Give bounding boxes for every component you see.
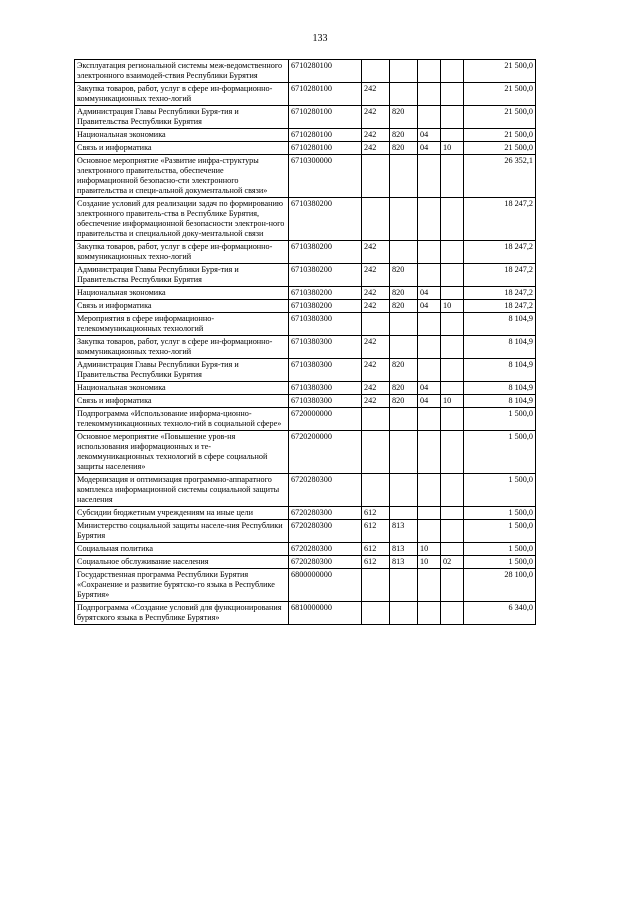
- row-amount-cell: 18 247,2: [464, 264, 536, 287]
- table-row: [75, 264, 536, 287]
- row-name-cell: Связь и информатика: [75, 300, 289, 313]
- row-subsection-cell: [441, 543, 464, 556]
- row-name-cell: Связь и информатика: [75, 142, 289, 155]
- row-expense-type-cell: 242: [362, 142, 390, 155]
- row-expense-type-cell: [362, 155, 390, 198]
- table-row: [75, 408, 536, 431]
- row-section-cell: [418, 359, 441, 382]
- row-code-cell: 6720280300: [289, 474, 362, 507]
- row-expense-type-cell: [362, 198, 390, 241]
- row-department-cell: 820: [390, 300, 418, 313]
- row-name-cell: Основное мероприятие «Повышение уров-ня использования информационных и те-лекоммуникационных технологий в сфере социальной защиты населения»: [75, 431, 289, 474]
- row-amount-cell: 18 247,2: [464, 300, 536, 313]
- row-name-cell: Государственная программа Республики Бурятия «Сохранение и развитие бурятско-го языка в Республике Бурятия»: [75, 569, 289, 602]
- row-expense-type-cell: 612: [362, 507, 390, 520]
- row-section-cell: [418, 336, 441, 359]
- row-name-cell: Основное мероприятие «Развитие инфра-структуры электронного правительства, обеспечение информационной безопасно-сти электронного правительства и специ-альной документальной связи»: [75, 155, 289, 198]
- row-subsection-cell: [441, 287, 464, 300]
- row-department-cell: 820: [390, 382, 418, 395]
- row-code-cell: 6710380300: [289, 382, 362, 395]
- row-department-cell: 820: [390, 287, 418, 300]
- row-subsection-cell: 02: [441, 556, 464, 569]
- row-code-cell: 6720000000: [289, 408, 362, 431]
- table-row: [75, 155, 536, 198]
- row-subsection-cell: [441, 569, 464, 602]
- row-department-cell: 820: [390, 129, 418, 142]
- row-department-cell: [390, 569, 418, 602]
- row-section-cell: [418, 602, 441, 625]
- table-row: [75, 60, 536, 83]
- row-code-cell: 6810000000: [289, 602, 362, 625]
- row-subsection-cell: [441, 408, 464, 431]
- table-row: [75, 431, 536, 474]
- row-section-cell: 04: [418, 287, 441, 300]
- row-subsection-cell: 10: [441, 142, 464, 155]
- row-amount-cell: 8 104,9: [464, 313, 536, 336]
- row-code-cell: 6720280300: [289, 556, 362, 569]
- row-department-cell: 813: [390, 556, 418, 569]
- row-name-cell: Создание условий для реализации задач по формированию электронного правитель-ства в Республике Бурятия, обеспечение информационной безопасности электрон-ного правительства и специальной доку-ментальной связи: [75, 198, 289, 241]
- row-subsection-cell: [441, 336, 464, 359]
- row-amount-cell: 1 500,0: [464, 408, 536, 431]
- row-expense-type-cell: 242: [362, 129, 390, 142]
- row-subsection-cell: [441, 264, 464, 287]
- row-section-cell: [418, 83, 441, 106]
- row-expense-type-cell: [362, 569, 390, 602]
- row-name-cell: Национальная экономика: [75, 129, 289, 142]
- row-section-cell: [418, 198, 441, 241]
- table-row: [75, 241, 536, 264]
- row-section-cell: [418, 241, 441, 264]
- row-code-cell: 6710280100: [289, 83, 362, 106]
- row-code-cell: 6710380300: [289, 336, 362, 359]
- row-department-cell: [390, 602, 418, 625]
- row-expense-type-cell: [362, 408, 390, 431]
- row-code-cell: 6720200000: [289, 431, 362, 474]
- table-row: [75, 198, 536, 241]
- row-section-cell: 10: [418, 556, 441, 569]
- row-code-cell: 6710380200: [289, 287, 362, 300]
- row-amount-cell: 18 247,2: [464, 198, 536, 241]
- row-expense-type-cell: 612: [362, 556, 390, 569]
- row-subsection-cell: [441, 520, 464, 543]
- table-row: [75, 336, 536, 359]
- row-amount-cell: 18 247,2: [464, 287, 536, 300]
- budget-table: [74, 59, 536, 625]
- table-row: [75, 359, 536, 382]
- row-code-cell: 6710280100: [289, 106, 362, 129]
- row-expense-type-cell: [362, 474, 390, 507]
- row-department-cell: [390, 313, 418, 336]
- row-department-cell: [390, 336, 418, 359]
- row-amount-cell: 21 500,0: [464, 83, 536, 106]
- row-name-cell: Министерство социальной защиты населе-ния Республики Бурятия: [75, 520, 289, 543]
- table-row: [75, 602, 536, 625]
- row-section-cell: 04: [418, 382, 441, 395]
- row-code-cell: 6710280100: [289, 60, 362, 83]
- row-name-cell: Закупка товаров, работ, услуг в сфере ин-формационно-коммуникационных техно-логий: [75, 336, 289, 359]
- row-subsection-cell: [441, 129, 464, 142]
- row-department-cell: [390, 507, 418, 520]
- row-name-cell: Национальная экономика: [75, 382, 289, 395]
- table-row: [75, 382, 536, 395]
- row-section-cell: [418, 431, 441, 474]
- row-expense-type-cell: [362, 313, 390, 336]
- row-code-cell: 6720280300: [289, 507, 362, 520]
- row-code-cell: 6710380200: [289, 241, 362, 264]
- row-name-cell: Закупка товаров, работ, услуг в сфере ин-формационно-коммуникационных техно-логий: [75, 241, 289, 264]
- row-subsection-cell: [441, 431, 464, 474]
- row-section-cell: 04: [418, 142, 441, 155]
- row-subsection-cell: [441, 313, 464, 336]
- row-amount-cell: 8 104,9: [464, 336, 536, 359]
- row-subsection-cell: [441, 106, 464, 129]
- row-amount-cell: 1 500,0: [464, 474, 536, 507]
- row-amount-cell: 26 352,1: [464, 155, 536, 198]
- row-expense-type-cell: [362, 431, 390, 474]
- row-subsection-cell: [441, 507, 464, 520]
- table-row: [75, 313, 536, 336]
- row-section-cell: [418, 569, 441, 602]
- row-code-cell: 6710380200: [289, 300, 362, 313]
- row-subsection-cell: [441, 359, 464, 382]
- row-expense-type-cell: 242: [362, 106, 390, 129]
- row-section-cell: [418, 155, 441, 198]
- row-department-cell: 820: [390, 264, 418, 287]
- row-code-cell: 6710380300: [289, 313, 362, 336]
- row-section-cell: [418, 264, 441, 287]
- row-subsection-cell: [441, 60, 464, 83]
- row-expense-type-cell: 612: [362, 543, 390, 556]
- row-department-cell: 820: [390, 106, 418, 129]
- table-row: [75, 569, 536, 602]
- row-amount-cell: 21 500,0: [464, 129, 536, 142]
- budget-table-body: [75, 60, 536, 625]
- row-subsection-cell: [441, 602, 464, 625]
- row-subsection-cell: [441, 474, 464, 507]
- table-row: [75, 474, 536, 507]
- row-amount-cell: 8 104,9: [464, 395, 536, 408]
- row-section-cell: [418, 520, 441, 543]
- row-amount-cell: 1 500,0: [464, 520, 536, 543]
- row-section-cell: 04: [418, 395, 441, 408]
- table-row: [75, 129, 536, 142]
- row-expense-type-cell: 242: [362, 395, 390, 408]
- table-row: [75, 287, 536, 300]
- row-expense-type-cell: 242: [362, 83, 390, 106]
- row-department-cell: 820: [390, 142, 418, 155]
- row-department-cell: [390, 60, 418, 83]
- row-amount-cell: 8 104,9: [464, 359, 536, 382]
- row-name-cell: Модернизация и оптимизация программно-аппаратного комплекса информационной системы социальной защиты населения: [75, 474, 289, 507]
- table-row: [75, 300, 536, 313]
- row-section-cell: [418, 474, 441, 507]
- row-name-cell: Социальная политика: [75, 543, 289, 556]
- row-section-cell: [418, 408, 441, 431]
- page-number: 133: [312, 33, 328, 44]
- table-row: [75, 142, 536, 155]
- row-name-cell: Подпрограмма «Создание условий для функционирования бурятского языка в Республике Бурятия»: [75, 602, 289, 625]
- row-amount-cell: 18 247,2: [464, 241, 536, 264]
- row-expense-type-cell: 242: [362, 382, 390, 395]
- row-expense-type-cell: 242: [362, 264, 390, 287]
- row-expense-type-cell: 242: [362, 359, 390, 382]
- row-code-cell: 6710300000: [289, 155, 362, 198]
- row-department-cell: [390, 431, 418, 474]
- table-row: [75, 395, 536, 408]
- row-expense-type-cell: 242: [362, 336, 390, 359]
- row-code-cell: 6720280300: [289, 520, 362, 543]
- table-row: [75, 520, 536, 543]
- row-subsection-cell: [441, 198, 464, 241]
- row-name-cell: Связь и информатика: [75, 395, 289, 408]
- row-amount-cell: 6 340,0: [464, 602, 536, 625]
- row-subsection-cell: [441, 155, 464, 198]
- row-section-cell: [418, 106, 441, 129]
- row-department-cell: 813: [390, 520, 418, 543]
- row-name-cell: Администрация Главы Республики Буря-тия и Правительства Республики Бурятия: [75, 264, 289, 287]
- row-code-cell: 6710380200: [289, 198, 362, 241]
- row-department-cell: [390, 83, 418, 106]
- row-code-cell: 6710380300: [289, 395, 362, 408]
- row-amount-cell: 21 500,0: [464, 106, 536, 129]
- row-expense-type-cell: [362, 602, 390, 625]
- row-department-cell: 813: [390, 543, 418, 556]
- row-name-cell: Администрация Главы Республики Буря-тия и Правительства Республики Бурятия: [75, 106, 289, 129]
- row-name-cell: Субсидии бюджетным учреждениям на иные цели: [75, 507, 289, 520]
- row-code-cell: 6710380300: [289, 359, 362, 382]
- row-department-cell: 820: [390, 359, 418, 382]
- row-code-cell: 6710280100: [289, 142, 362, 155]
- row-name-cell: Администрация Главы Республики Буря-тия и Правительства Республики Бурятия: [75, 359, 289, 382]
- row-amount-cell: 1 500,0: [464, 543, 536, 556]
- row-section-cell: [418, 507, 441, 520]
- row-code-cell: 6710280100: [289, 129, 362, 142]
- row-department-cell: [390, 408, 418, 431]
- row-amount-cell: 1 500,0: [464, 556, 536, 569]
- row-section-cell: 04: [418, 300, 441, 313]
- row-name-cell: Мероприятия в сфере информационно-телекоммуникационных технологий: [75, 313, 289, 336]
- table-row: [75, 543, 536, 556]
- table-row: [75, 556, 536, 569]
- row-amount-cell: 1 500,0: [464, 507, 536, 520]
- row-amount-cell: 21 500,0: [464, 142, 536, 155]
- row-department-cell: [390, 198, 418, 241]
- table-row: [75, 106, 536, 129]
- row-department-cell: [390, 155, 418, 198]
- row-amount-cell: 21 500,0: [464, 60, 536, 83]
- row-department-cell: 820: [390, 395, 418, 408]
- row-expense-type-cell: 242: [362, 241, 390, 264]
- row-expense-type-cell: 612: [362, 520, 390, 543]
- row-code-cell: 6710380200: [289, 264, 362, 287]
- row-code-cell: 6720280300: [289, 543, 362, 556]
- row-department-cell: [390, 474, 418, 507]
- row-name-cell: Социальное обслуживание населения: [75, 556, 289, 569]
- row-section-cell: [418, 313, 441, 336]
- row-section-cell: [418, 60, 441, 83]
- row-expense-type-cell: [362, 60, 390, 83]
- row-expense-type-cell: 242: [362, 300, 390, 313]
- row-department-cell: [390, 241, 418, 264]
- table-row: [75, 83, 536, 106]
- row-name-cell: Подпрограмма «Использование информа-ционно-телекоммуникационных техноло-гий в социальной сфере»: [75, 408, 289, 431]
- row-expense-type-cell: 242: [362, 287, 390, 300]
- row-section-cell: 10: [418, 543, 441, 556]
- row-name-cell: Эксплуатация региональной системы меж-ведомственного электронного взаимодей-ствия Республики Бурятия: [75, 60, 289, 83]
- row-subsection-cell: 10: [441, 395, 464, 408]
- row-amount-cell: 1 500,0: [464, 431, 536, 474]
- row-code-cell: 6800000000: [289, 569, 362, 602]
- row-amount-cell: 8 104,9: [464, 382, 536, 395]
- row-section-cell: 04: [418, 129, 441, 142]
- row-subsection-cell: [441, 83, 464, 106]
- row-subsection-cell: 10: [441, 300, 464, 313]
- row-subsection-cell: [441, 382, 464, 395]
- row-name-cell: Национальная экономика: [75, 287, 289, 300]
- table-row: [75, 507, 536, 520]
- row-subsection-cell: [441, 241, 464, 264]
- row-name-cell: Закупка товаров, работ, услуг в сфере ин-формационно-коммуникационных техно-логий: [75, 83, 289, 106]
- row-amount-cell: 28 100,0: [464, 569, 536, 602]
